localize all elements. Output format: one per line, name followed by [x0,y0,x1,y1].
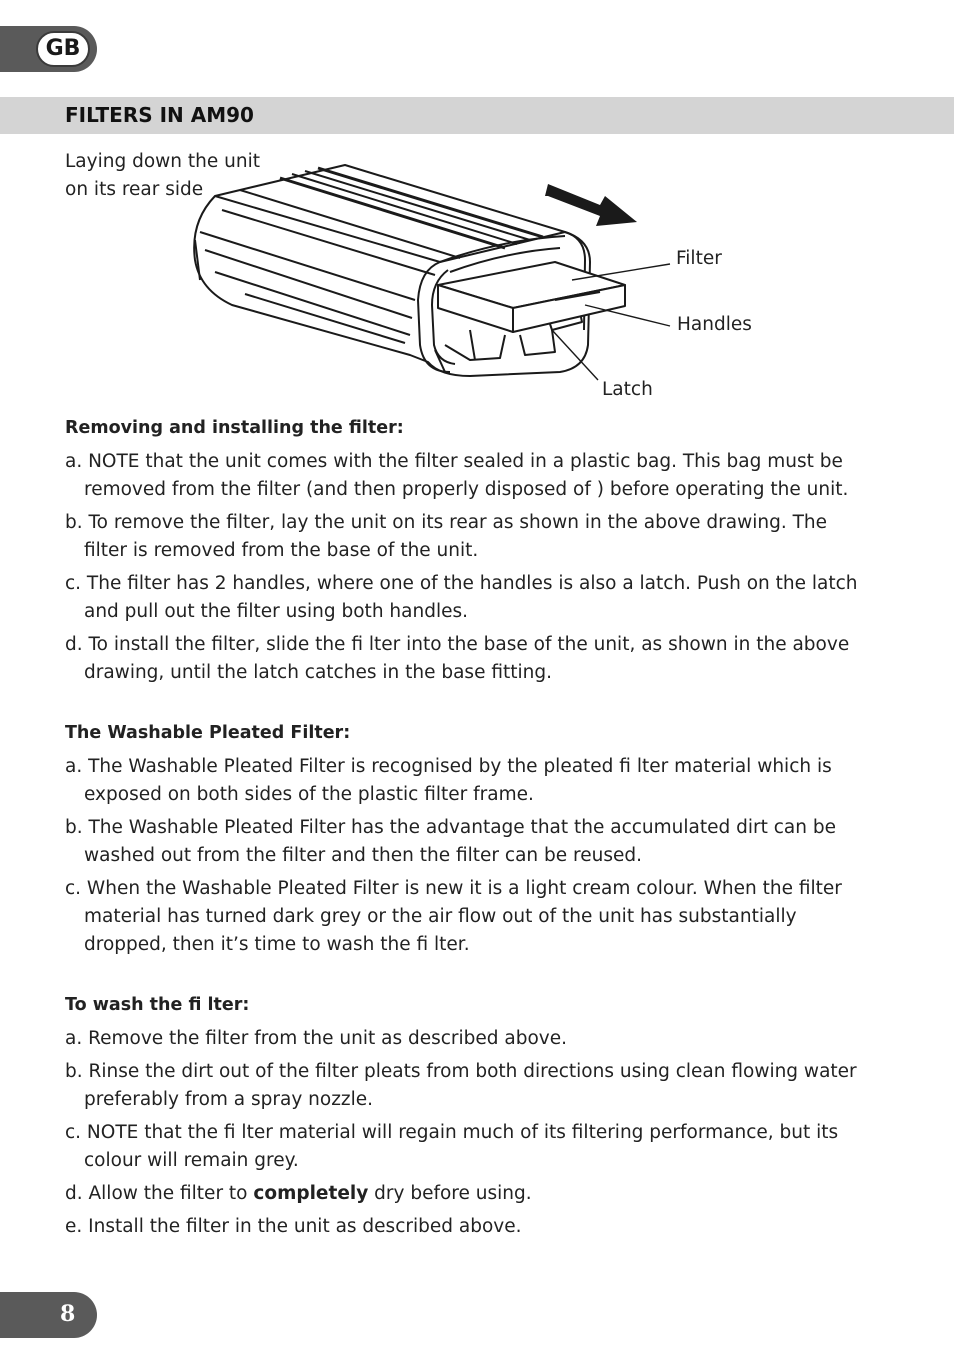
callout-handles: Handles [677,314,752,335]
removing-item-d: d. To install the filter, slide the fi lter into the base of the unit, as shown in the above drawing, until the latch catches in the base fitting. [65,634,850,683]
wash-item-d [65,1180,865,1208]
removing-heading: Removing and installing the filter: [65,418,404,438]
pull-direction-arrow [545,184,637,226]
page-number-tab [0,1292,97,1338]
removing-item-b: b. To remove the filter, lay the unit on its rear as shown in the above drawing. The filter is removed from the base of the unit. [65,512,828,561]
wash-item-a: a. Remove the filter from the unit as described above. [65,1028,568,1049]
callout-filter: Filter [676,248,722,269]
washable-item-c: c. When the Washable Pleated Filter is new it is a light cream colour. When the filter material has turned dark grey or the air flow out of the unit has substantially dropped, then it’s time to wash the fi lter. [65,878,842,955]
figure-caption-line-2: on its rear side [65,179,204,200]
figure-caption-line-1: Laying down the unit [65,151,260,172]
wash-item-d-suffix: dry before using. [368,1183,532,1204]
wash-item-d-prefix: d. Allow the filter to [65,1183,254,1204]
language-badge: GB [36,31,90,67]
section-title: FILTERS IN AM90 [65,103,254,127]
filter-removal-illustration [0,0,954,420]
wash-heading: To wash the fi lter: [65,995,250,1015]
removing-item-a: a. NOTE that the unit comes with the filter sealed in a plastic bag. This bag must be removed from the filter (and then properly disposed of ) before operating the unit. [65,451,849,500]
removing-item-c: c. The filter has 2 handles, where one of the handles is also a latch. Push on the latch and pull out the filter using both handles. [65,573,858,622]
wash-item-e: e. Install the filter in the unit as described above. [65,1216,522,1237]
wash-item-b: b. Rinse the dirt out of the filter pleats from both directions using clean flowing water preferably from a spray nozzle. [65,1061,857,1110]
wash-item-c: c. NOTE that the fi lter material will regain much of its filtering performance, but its colour will remain grey. [65,1122,839,1171]
washable-item-a: a. The Washable Pleated Filter is recognised by the pleated fi lter material which is exposed on both sides of the plastic filter frame. [65,756,832,805]
washable-item-b: b. The Washable Pleated Filter has the advantage that the accumulated dirt can be washed out from the filter and then the filter can be reused. [65,817,837,866]
instructions-body [65,414,865,1246]
wash-item-d-emphasis: completely [253,1183,369,1204]
callout-latch: Latch [602,379,653,400]
washable-heading: The Washable Pleated Filter: [65,723,351,743]
page-number: 8 [60,1301,76,1327]
